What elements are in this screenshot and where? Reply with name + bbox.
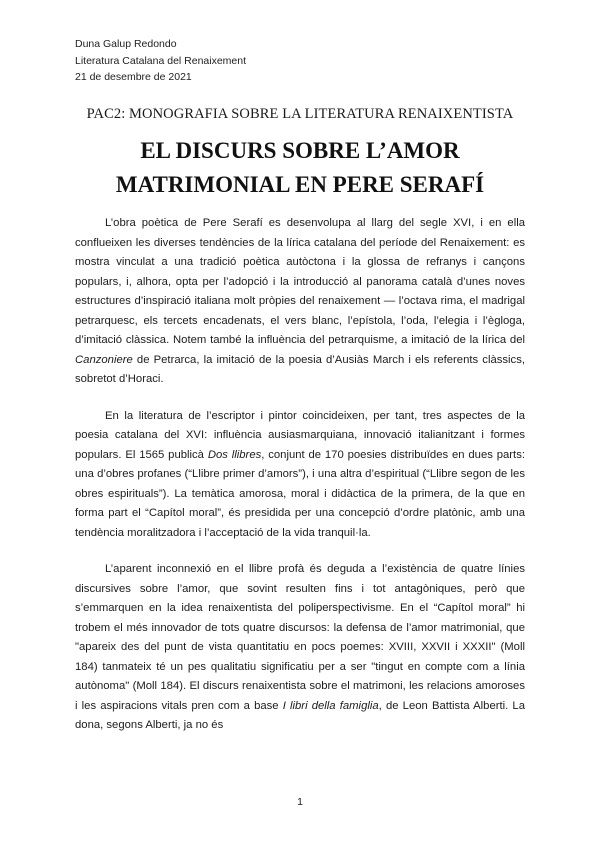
author-name: Duna Galup Redondo xyxy=(75,38,177,50)
document-title xyxy=(0,134,600,202)
paragraph-1-text-b: de Petrarca, la imitació de la poesia d’Ausiàs March i els referents clàssics, sobretot d’Horaci. xyxy=(75,353,525,385)
paragraph-3 xyxy=(75,560,525,736)
document-header xyxy=(75,36,246,86)
course-name: Literatura Catalana del Renaixement xyxy=(75,54,247,67)
document-subtitle: PAC2: MONOGRAFIA SOBRE LA LITERATURA RENAIXENTISTA xyxy=(86,106,514,122)
title-line-1: EL DISCURS SOBRE L’AMOR xyxy=(140,138,460,163)
paragraph-2-text-a: En la literatura de l’escriptor i pintor coincideixen, per tant, tres aspectes de la poesia catalana del XVI: influència ausiasmarquiana, innovació italianitzant i formes populars. El 1565 publicà xyxy=(75,409,525,461)
document-date: 21 de desembre de 2021 xyxy=(75,71,192,83)
paragraph-2 xyxy=(75,407,525,544)
document-body xyxy=(75,214,525,736)
title-line-2: MATRIMONIAL EN PERE SERAFÍ xyxy=(115,172,485,197)
paragraph-1-italic: Canzoniere xyxy=(75,353,133,366)
paragraph-1-text-a: L’obra poètica de Pere Serafí es desenvolupa al llarg del segle XVI, i en ella conflueixen les diverses tendències de la lírica catalana del període del Renaixement: es mostra vinculat a una tradició poètica autòctona i la glossa de refranys i cançons populars, i, alhora, opta per l’adopció i la introducció al panorama català d’unes noves estructures d’inspiració italiana molt pròpies del renaixement — l’octava rima, el madrigal petrarquesc, els tercets encadenats, el vers blanc, l’epístola, l’oda, l’elegia i l’ègloga, d’imitació clàssica. Notem també la influència del petrarquisme, a imitació de la lírica del xyxy=(75,217,525,346)
paragraph-2-italic: Dos llibres xyxy=(207,448,262,461)
paragraph-3-text-a: L’aparent inconnexió en el llibre profà és deguda a l’existència de quatre línies discursives sobre l’amor, que sovint resulten fins i tot antagòniques, però que s’emmarquen en la idea renaixentista del poliperspectivisme. En el “Capítol moral” hi trobem el més innovador de tots quatre discursos: la defensa de l’amor matrimonial, que "apareix des del punt de vista quantitatiu en pocs poemes: XVIII, XXVII i XXXII" (Moll 184) tanmateix té un pes qualitatiu significatiu per a ser "tingut en compte com a línia autònoma" (Moll 184). El discurs renaixentista sobre el matrimoni, les relacions amoroses i les aspiracions vitals pren com a base xyxy=(75,563,525,712)
page-number: 1 xyxy=(297,796,303,808)
paragraph-3-italic: I libri della famiglia xyxy=(282,699,379,712)
paragraph-3-text-b: , de Leon Battista Alberti. La dona, segons Alberti, ja no és xyxy=(75,699,526,731)
paragraph-2-text-b: , conjunt de 170 poesies distribuïdes en dues parts: una d’obres profanes (“Llibre primer d’amors”), i una altra d’espiritual (“Llibre segon de les obres espirituals”). La temàtica amorosa, moral i didàctica de la primera, de la que en forma part el “Capítol moral”, és presidida per una concepció d’ordre platònic, amb una tendència moralitzadora i l’acceptació de la vida tranquil·la. xyxy=(75,448,525,539)
paragraph-1 xyxy=(75,214,525,390)
